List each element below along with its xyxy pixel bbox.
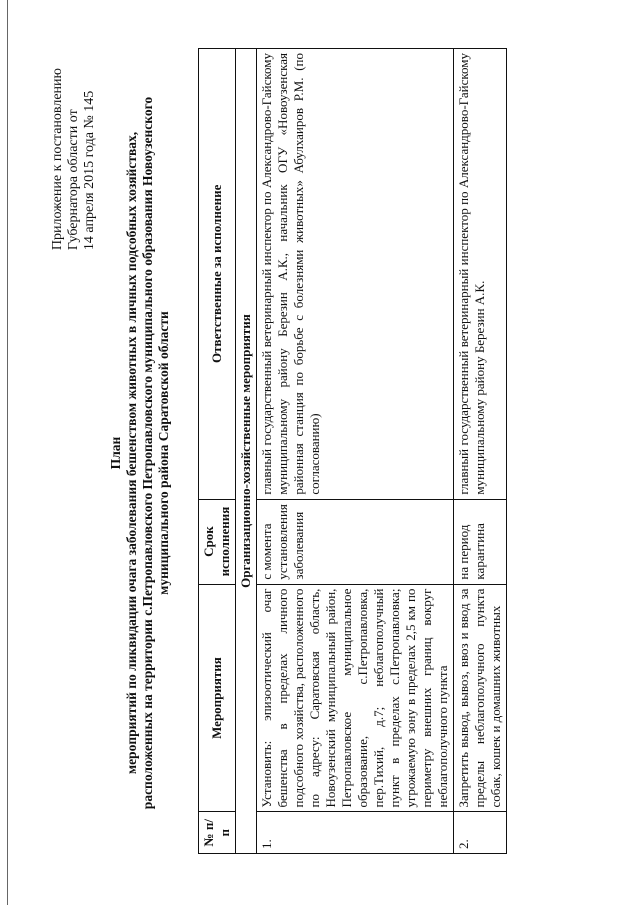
section-row [236, 48, 257, 853]
title-line-2: расположенных на территории с.Петропавловского Петропавловского муниципального образования Новоузенского [140, 96, 155, 809]
title-heading: План [108, 436, 123, 469]
appendix-line-1: Приложение к постановлению [50, 67, 65, 250]
header-term: Срок исполнения [199, 499, 236, 584]
title-line-3: муниципального района Саратовской области [156, 310, 171, 595]
table-row [454, 48, 507, 853]
header-activity: Мероприятия [199, 584, 236, 812]
document-title [108, 48, 172, 858]
table-row [257, 48, 454, 853]
header-num: № п/п [199, 812, 236, 854]
appendix-line-2: Губернатора области от [66, 108, 81, 250]
page-edge-line [7, 0, 8, 905]
appendix-note [50, 68, 98, 250]
row-term: с момента установления заболевания [257, 499, 454, 584]
header-responsible: Ответственные за исполнение [199, 48, 236, 499]
row-activity: Запретить вывод, вывоз, ввоз и ввод за пределы неблагополучного пункта собак, кошек и домашних животных [454, 584, 507, 812]
row-responsible: главный государственный ветеринарный инспектор по Александрово-Гайскому муниципальному району Березин А.К. [454, 48, 507, 499]
section-title: Организационно-хозяйственные мероприятия [236, 48, 257, 853]
appendix-line-3: 14 апреля 2015 года № 145 [82, 90, 97, 250]
row-activity: Установить: эпизоотический очаг бешенства в пределах личного подсобного хозяйства, расположенного по адресу: Саратовская область, Новоузенский муниципальный район, Петропавловское муниципальное образование, с.Петропавловка, пер.Тихий, д.7; неблагополучный пункт в пределах с.Петропавловка; угрожаемую зону в пределах 2,5 км по периметру внешних границ вокруг неблагополучного пункта [257, 584, 454, 812]
row-num: 1. [257, 812, 454, 854]
row-num: 2. [454, 812, 507, 854]
document-page [50, 28, 590, 878]
row-responsible: главный государственный ветеринарный инспектор по Александрово-Гайскому муниципальному району Березин А.К., начальник ОГУ «Новоузенская районная станция по борьбе с болезнями животных» Абулхаиров Р.М. (по согласованию) [257, 48, 454, 499]
title-line-1: мероприятий по ликвидации очага заболевания бешенством животных в личных подсобных хозяйствах, [124, 131, 139, 774]
table-header-row [199, 48, 236, 853]
row-term: на период карантина [454, 499, 507, 584]
plan-table [198, 48, 507, 854]
